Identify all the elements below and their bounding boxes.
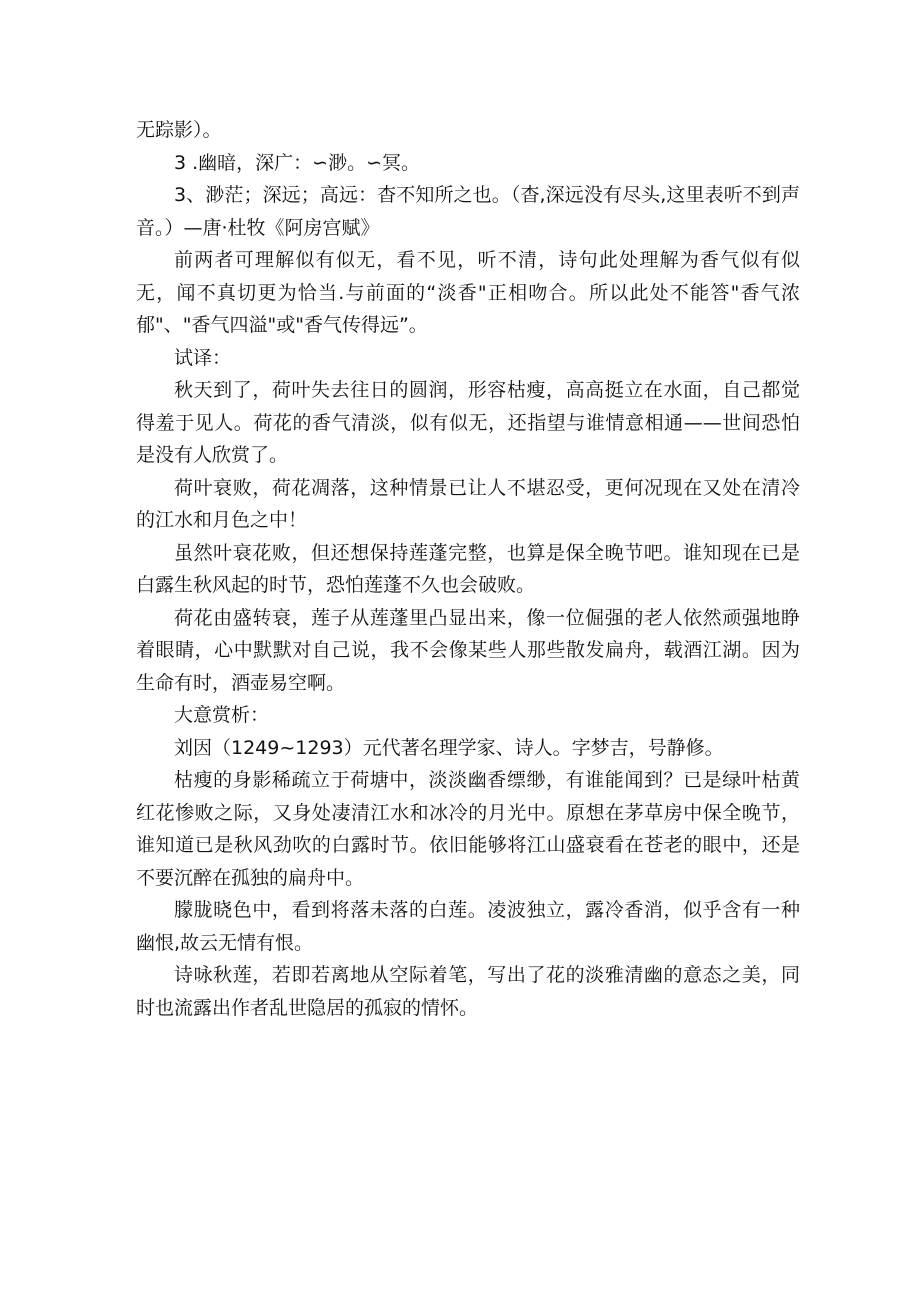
paragraph-7: 荷叶衰败，荷花凋落，这种情景已让人不堪忍受，更何况现在又处在清冷的江水和月色之中！ [136,476,800,531]
paragraph-9: 荷花由盛转衰，莲子从莲蓬里凸显出来，像一位倔强的老人依然顽强地睁着眼睛，心中默默对自己说，我不会像某些人那些散发扁舟，载酒江湖。因为生命有时，酒壶易空啊。 [136,606,800,694]
paragraph-8: 虽然叶衰花败，但还想保持莲蓬完整，也算是保全晚节吧。谁知现在已是白露生秋风起的时节，恐怕莲蓬不久也会破败。 [136,541,800,596]
paragraph-14: 诗咏秋莲，若即若离地从空际着笔，写出了花的淡雅清幽的意态之美，同时也流露出作者乱世隐居的孤寂的情怀。 [136,964,800,1019]
paragraph-2: 3 .幽暗，深广：∽渺。∽冥。 [174,151,421,174]
paragraph-6: 秋天到了，荷叶失去往日的圆润，形容枯瘦，高高挺立在水面，自己都觉得羞于见人。荷花的香气清淡，似有似无，还指望与谁情意相通——世间恐怕是没有人欣赏了。 [136,379,800,466]
section-heading-translation: 试译： [174,346,232,369]
paragraph-13: 朦胧晓色中，看到将落未落的白莲。凌波独立，露冷香消，似乎含有一种幽恨,故云无情有恨。 [136,899,800,954]
section-heading-appreciation: 大意赏析： [174,704,270,726]
paragraph-1: 无踪影）。 [136,119,222,141]
paragraph-12: 枯瘦的身影稀疏立于荷塘中，淡淡幽香缥缈，有谁能闻到？已是绿叶枯黄红花惨败之际，又身处凄清江水和冰冷的月光中。原想在茅草房中保全晚节，谁知道已是秋风劲吹的白露时节。依旧能够将江山盛衰看在苍老的眼中，还是不要沉醉在孤独的扁舟中。 [136,769,800,889]
document-body [136,114,800,1024]
paragraph-4: 前两者可理解似有似无，看不见，听不清，诗句此处理解为香气似有似无，闻不真切更为恰当.与前面的“淡香"正相吻合。所以此处不能答"香气浓郁"、"香气四溢"或"香气传得远”。 [136,249,800,336]
paragraph-3: 3、渺茫；深远；高远：杳不知所之也。（杳,深远没有尽头,这里表听不到声音。）—唐·杜牧《阿房宫赋》 [136,184,800,239]
paragraph-11: 刘因（1249~1293）元代著名理学家、诗人。字梦吉，号静修。 [174,736,724,759]
